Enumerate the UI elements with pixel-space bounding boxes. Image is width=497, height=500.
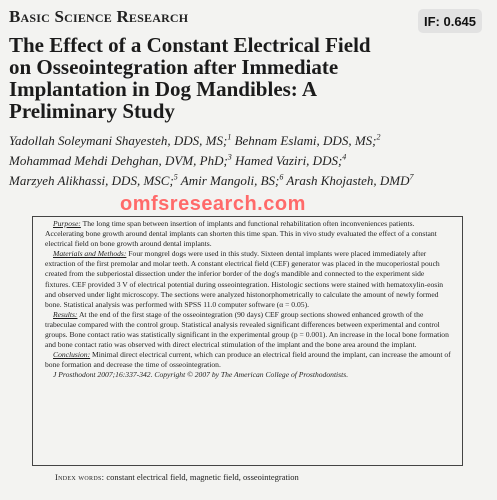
author-name: Amir Mangoli, BS; — [180, 173, 280, 188]
author-line — [9, 171, 489, 191]
title-line: on Osseointegration after Immediate — [9, 55, 339, 79]
index-words — [55, 472, 299, 482]
citation: J Prosthodont 2007;16:337-342. Copyright © 2007 by The American College of Prosthodontists. — [53, 370, 349, 380]
abstract-heading: Conclusion: — [53, 350, 91, 360]
abstract-heading: Materials and Methods: — [53, 249, 127, 259]
author-name: Behnam Eslami, DDS, MS; — [234, 133, 377, 148]
affiliation-mark: 3 — [227, 152, 232, 162]
article-title — [9, 34, 479, 122]
index-words-label: Index words: — [55, 472, 105, 482]
affiliation-mark: 6 — [279, 172, 284, 182]
index-words-terms: constant electrical field, magnetic field, osseointegration — [104, 472, 299, 482]
affiliation-mark: 5 — [173, 172, 178, 182]
abstract-heading: Results: — [53, 309, 78, 319]
title-line: Implantation in Dog Mandibles: A — [9, 77, 318, 101]
author-name: Yadollah Soleymani Shayesteh, DDS, MS; — [9, 133, 228, 148]
abstract-body: At the end of the first stage of the osseointegration (90 days) CEF group sections showed enhanced growth of the trabeculae compared with the control group. Statistical analysis revealed significant differences between experimental and control groups. Bone contact ratio was statistically significant in the experimental group (p = 0.001). An increase in the local bone formation and bone contact ratio was observed with direct electrical stimulation of the implant and the bone area around the implant. — [45, 309, 449, 350]
watermark: omfsresearch.com — [120, 193, 306, 215]
abstract-body: The long time span between insertion of implants and functional rehabilitation often inconveniences patients. Accelerating bone growth around dental implants can shorten this time span. This in vivo study evaluated the effect of a constant electrical field on bone growth around dental implants. — [45, 219, 437, 249]
impact-factor-badge: IF: 0.645 — [418, 9, 482, 33]
author-list — [9, 131, 489, 191]
abstract-body: Minimal direct electrical current, which can produce an electrical field around the implant, can increase the amount of bone formation and decrease the time of osseointegration. — [45, 350, 451, 370]
abstract-heading: Purpose: — [53, 219, 81, 228]
affiliation-mark: 1 — [227, 132, 232, 142]
abstract-methods — [45, 249, 451, 310]
author-name: Hamed Vaziri, DDS; — [235, 153, 343, 168]
author-line — [9, 131, 489, 151]
author-line — [9, 151, 489, 171]
author-name: Marzyeh Alikhassi, DDS, MSC; — [9, 173, 174, 188]
title-line: Preliminary Study — [9, 99, 175, 123]
author-name: Arash Khojasteh, DMD — [286, 173, 410, 188]
affiliation-mark: 4 — [342, 152, 347, 162]
abstract-text — [45, 219, 451, 381]
affiliation-mark: 7 — [409, 172, 414, 182]
abstract-results — [45, 310, 451, 350]
abstract-conclusion — [45, 350, 451, 370]
affiliation-mark: 2 — [376, 132, 381, 142]
title-line: The Effect of a Constant Electrical Field — [9, 33, 371, 57]
section-label: Basic Science Research — [9, 7, 189, 26]
author-name: Mohammad Mehdi Dehghan, DVM, PhD; — [9, 153, 228, 168]
abstract-body: Four mongrel dogs were used in this study. Sixteen dental implants were placed immediately after extraction of the first premolar and molar teeth. A constant electrical field (CEF) generator was placed in the mucoperiostal pouch created from the subperiostal dissection under the inferior border of the dog's mandible and connected to the experiment side fixtures. CEF provided 3 V of electrical potential during osseointegration. Histologic sections were stained with hematoxylin-eosin and observed under light microscopy. The sections were analyzed histonorphometrically to calculate the amount of newly formed bone. Statistical analysis was performed with SPSS 11.0 computer software (α = 0.05). — [45, 249, 444, 309]
abstract-purpose — [45, 219, 451, 249]
